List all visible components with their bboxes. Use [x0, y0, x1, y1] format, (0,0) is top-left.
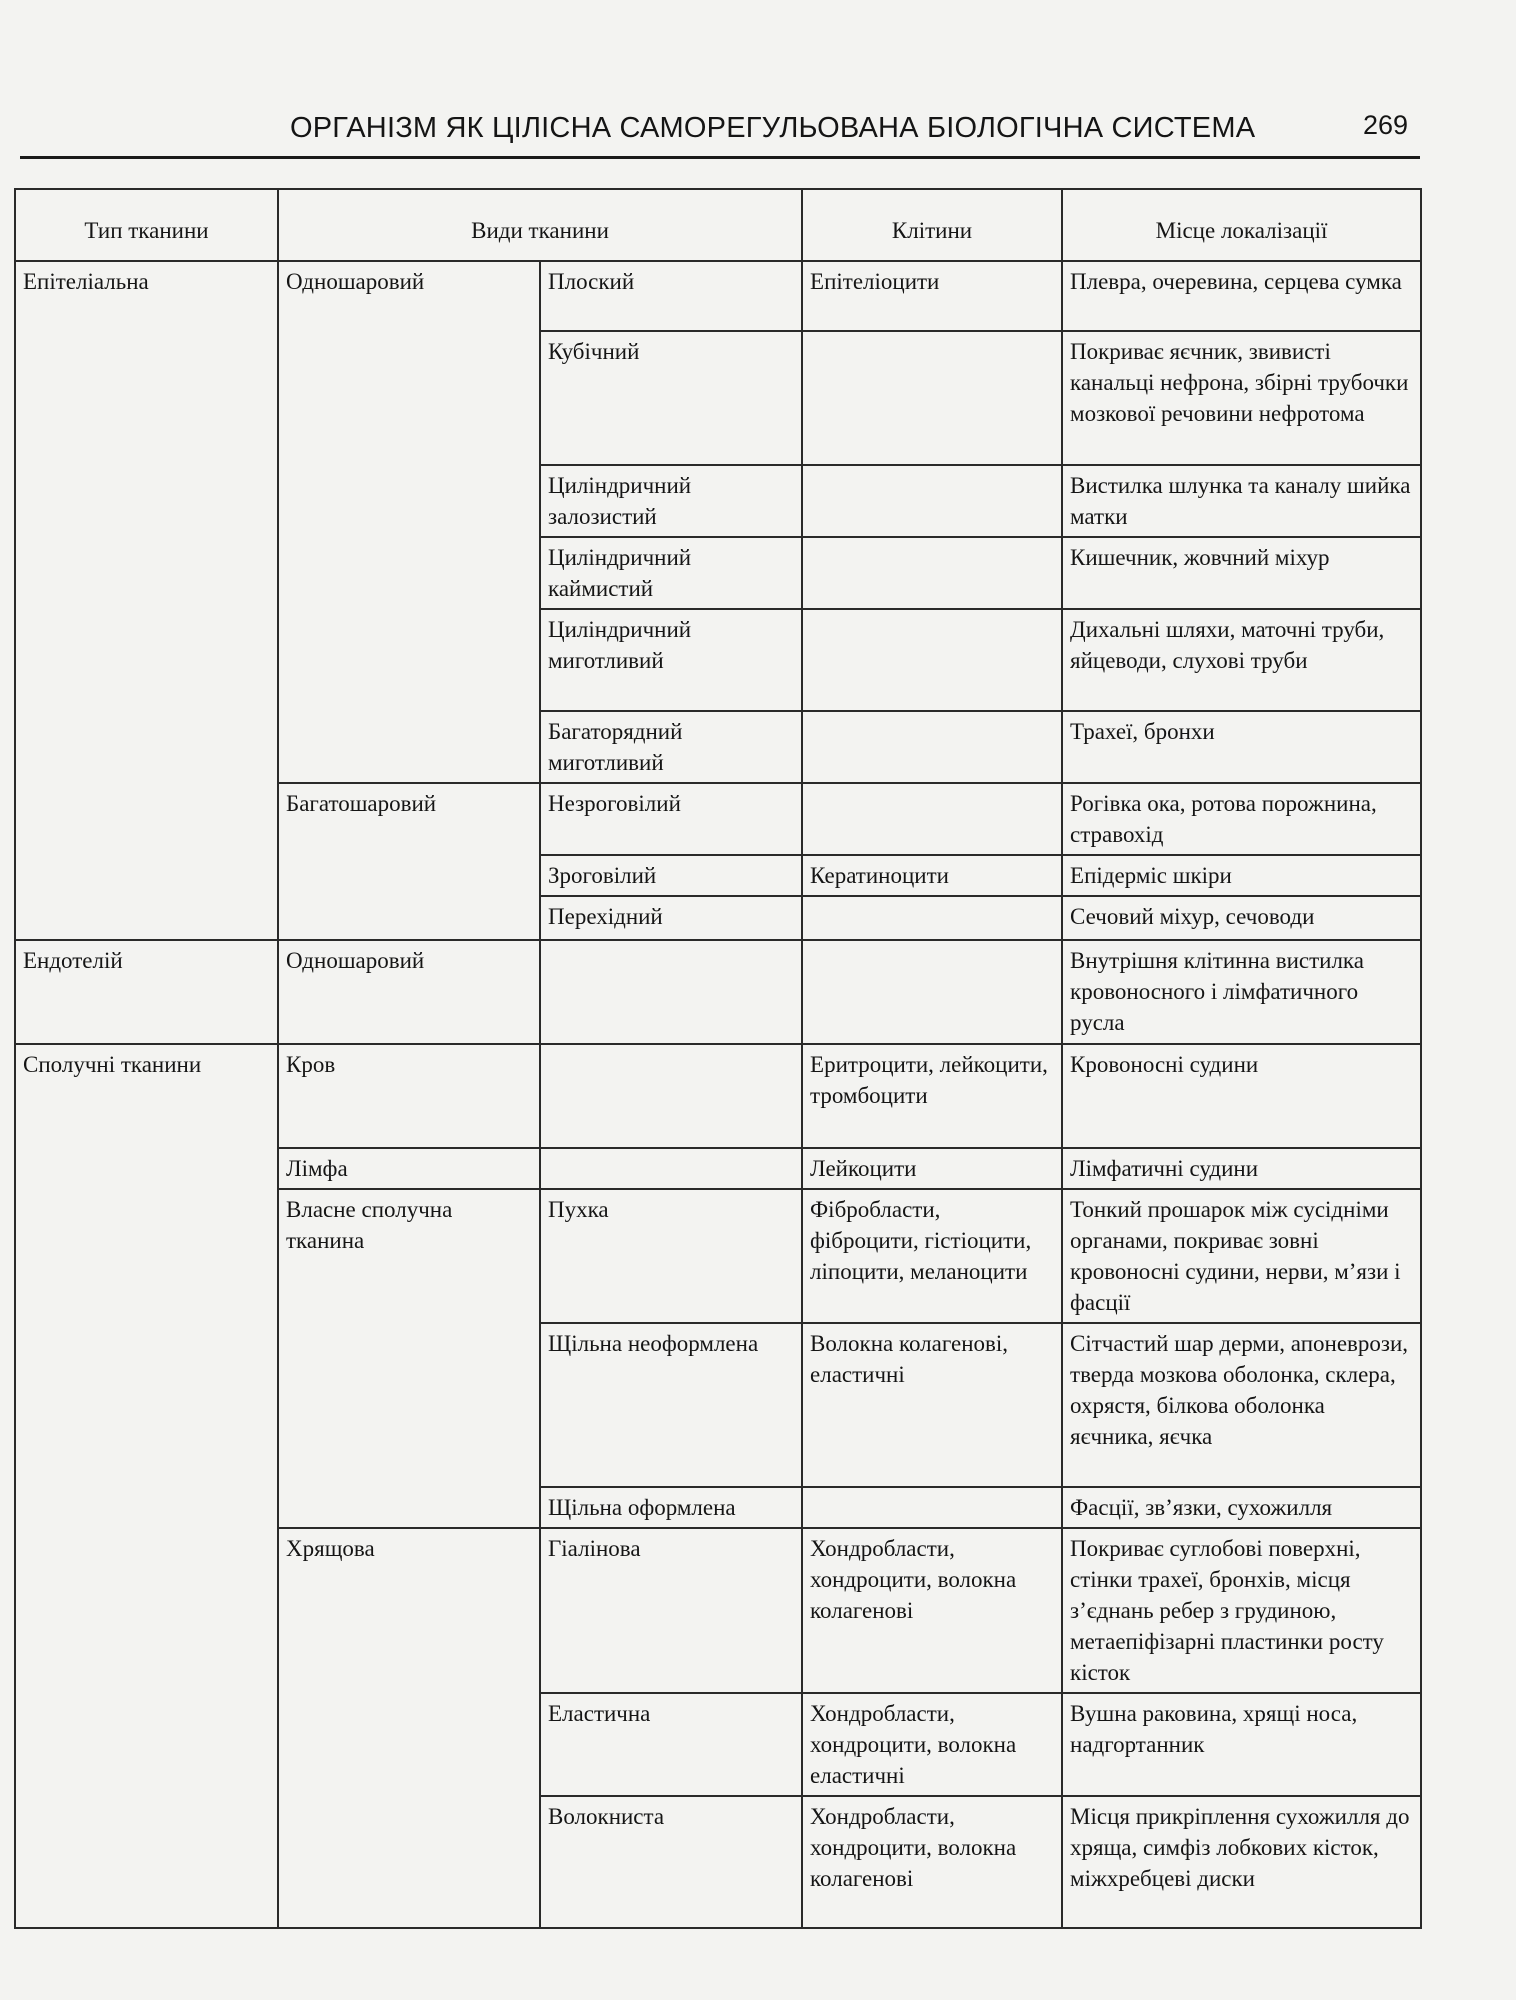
cell-location: Кишечник, жовчний міхур	[1062, 537, 1421, 609]
cell-subkind: Волокниста	[540, 1796, 802, 1928]
cell-subkind: Циліндричний каймистий	[540, 537, 802, 609]
cell-cells	[802, 1487, 1062, 1528]
page-number: 269	[1362, 110, 1408, 140]
cell-cells: Хондробласти, хондроцити, волокна колагенові	[802, 1796, 1062, 1928]
cell-location: Фасції, зв’язки, сухожилля	[1062, 1487, 1421, 1528]
header-kind: Види тканини	[278, 189, 802, 261]
cell-subkind: Плоский	[540, 261, 802, 331]
cell-subkind: Пухка	[540, 1189, 802, 1323]
cell-subkind: Перехідний	[540, 896, 802, 940]
header-location: Місце локалізації	[1062, 189, 1421, 261]
cell-cells: Волокна колагенові, еластичні	[802, 1323, 1062, 1487]
cell-subkind	[540, 940, 802, 1044]
page-title: ОРГАНІЗМ ЯК ЦІЛІСНА САМОРЕГУЛЬОВАНА БІОЛОГІЧНА СИСТЕМА	[290, 112, 1256, 144]
cell-location: Сітчастий шар дерми, апоневрози, тверда мозкова оболонка, склера, охрястя, білкова оболонка яєчника, яєчка	[1062, 1323, 1421, 1487]
cell-cells	[802, 331, 1062, 465]
cell-location: Місця прикріплення сухожилля до хряща, симфіз лобкових кісток, міжхребцеві диски	[1062, 1796, 1421, 1928]
cell-type: Ендотелій	[15, 940, 278, 1044]
cell-type: Епітеліальна	[15, 261, 278, 940]
cell-subkind: Багаторядний миготливий	[540, 711, 802, 783]
cell-location: Внутрішня клітинна вистилка кровоносного і лімфатичного русла	[1062, 940, 1421, 1044]
cell-kind: Лімфа	[278, 1148, 540, 1189]
cell-location: Вистилка шлунка та каналу шийка матки	[1062, 465, 1421, 537]
table-row	[15, 1044, 1421, 1148]
table-row	[15, 261, 1421, 331]
cell-location: Тонкий прошарок між сусідніми органами, покриває зовні кровоносні судини, нерви, м’язи і фасції	[1062, 1189, 1421, 1323]
cell-location: Покриває суглобові поверхні, стінки трахеї, бронхів, місця з’єднань ребер з грудиною, метаепіфізарні пластинки росту кісток	[1062, 1528, 1421, 1693]
cell-subkind: Еластична	[540, 1693, 802, 1796]
cell-cells: Хондробласти, хондроцити, волокна еластичні	[802, 1693, 1062, 1796]
cell-location: Плевра, очеревина, серцева сумка	[1062, 261, 1421, 331]
cell-kind: Власне сполучна тканина	[278, 1189, 540, 1528]
cell-cells: Кератиноцити	[802, 855, 1062, 896]
cell-subkind: Незроговілий	[540, 783, 802, 855]
cell-cells: Хондробласти, хондроцити, волокна колагенові	[802, 1528, 1062, 1693]
cell-cells	[802, 609, 1062, 711]
cell-cells	[802, 711, 1062, 783]
cell-cells: Фібробласти, фіброцити, гістіоцити, ліпоцити, меланоцити	[802, 1189, 1062, 1323]
cell-subkind: Циліндричний миготливий	[540, 609, 802, 711]
cell-subkind: Зроговілий	[540, 855, 802, 896]
cell-location: Трахеї, бронхи	[1062, 711, 1421, 783]
cell-kind: Багатошаровий	[278, 783, 540, 940]
cell-subkind	[540, 1148, 802, 1189]
cell-cells	[802, 940, 1062, 1044]
tissue-table	[14, 188, 1422, 1929]
cell-subkind: Щільна неоформлена	[540, 1323, 802, 1487]
cell-cells	[802, 783, 1062, 855]
table-row	[15, 940, 1421, 1044]
cell-subkind: Щільна оформлена	[540, 1487, 802, 1528]
cell-location: Епідерміс шкіри	[1062, 855, 1421, 896]
cell-subkind: Гіалінова	[540, 1528, 802, 1693]
cell-kind: Хрящова	[278, 1528, 540, 1928]
cell-type: Сполучні тканини	[15, 1044, 278, 1928]
cell-cells	[802, 465, 1062, 537]
cell-subkind: Кубічний	[540, 331, 802, 465]
cell-location: Вушна раковина, хрящі носа, надгортанник	[1062, 1693, 1421, 1796]
cell-kind: Одношаровий	[278, 261, 540, 783]
cell-location: Кровоносні судини	[1062, 1044, 1421, 1148]
cell-subkind	[540, 1044, 802, 1148]
cell-location: Покриває яєчник, звивисті канальці нефрона, збірні трубочки мозкової речовини нефротома	[1062, 331, 1421, 465]
cell-location: Сечовий міхур, сечоводи	[1062, 896, 1421, 940]
cell-subkind: Циліндричний залозистий	[540, 465, 802, 537]
cell-kind: Одношаровий	[278, 940, 540, 1044]
cell-location: Дихальні шляхи, маточні труби, яйцеводи, слухові труби	[1062, 609, 1421, 711]
page-header	[20, 108, 1420, 159]
cell-cells: Лейкоцити	[802, 1148, 1062, 1189]
cell-cells: Епітеліоцити	[802, 261, 1062, 331]
table-header-row	[15, 189, 1421, 261]
header-cells: Клітини	[802, 189, 1062, 261]
cell-location: Лімфатичні судини	[1062, 1148, 1421, 1189]
cell-cells	[802, 896, 1062, 940]
header-type: Тип тканини	[15, 189, 278, 261]
cell-location: Рогівка ока, ротова порожнина, стравохід	[1062, 783, 1421, 855]
cell-kind: Кров	[278, 1044, 540, 1148]
cell-cells: Еритроцити, лейкоцити, тромбоцити	[802, 1044, 1062, 1148]
cell-cells	[802, 537, 1062, 609]
